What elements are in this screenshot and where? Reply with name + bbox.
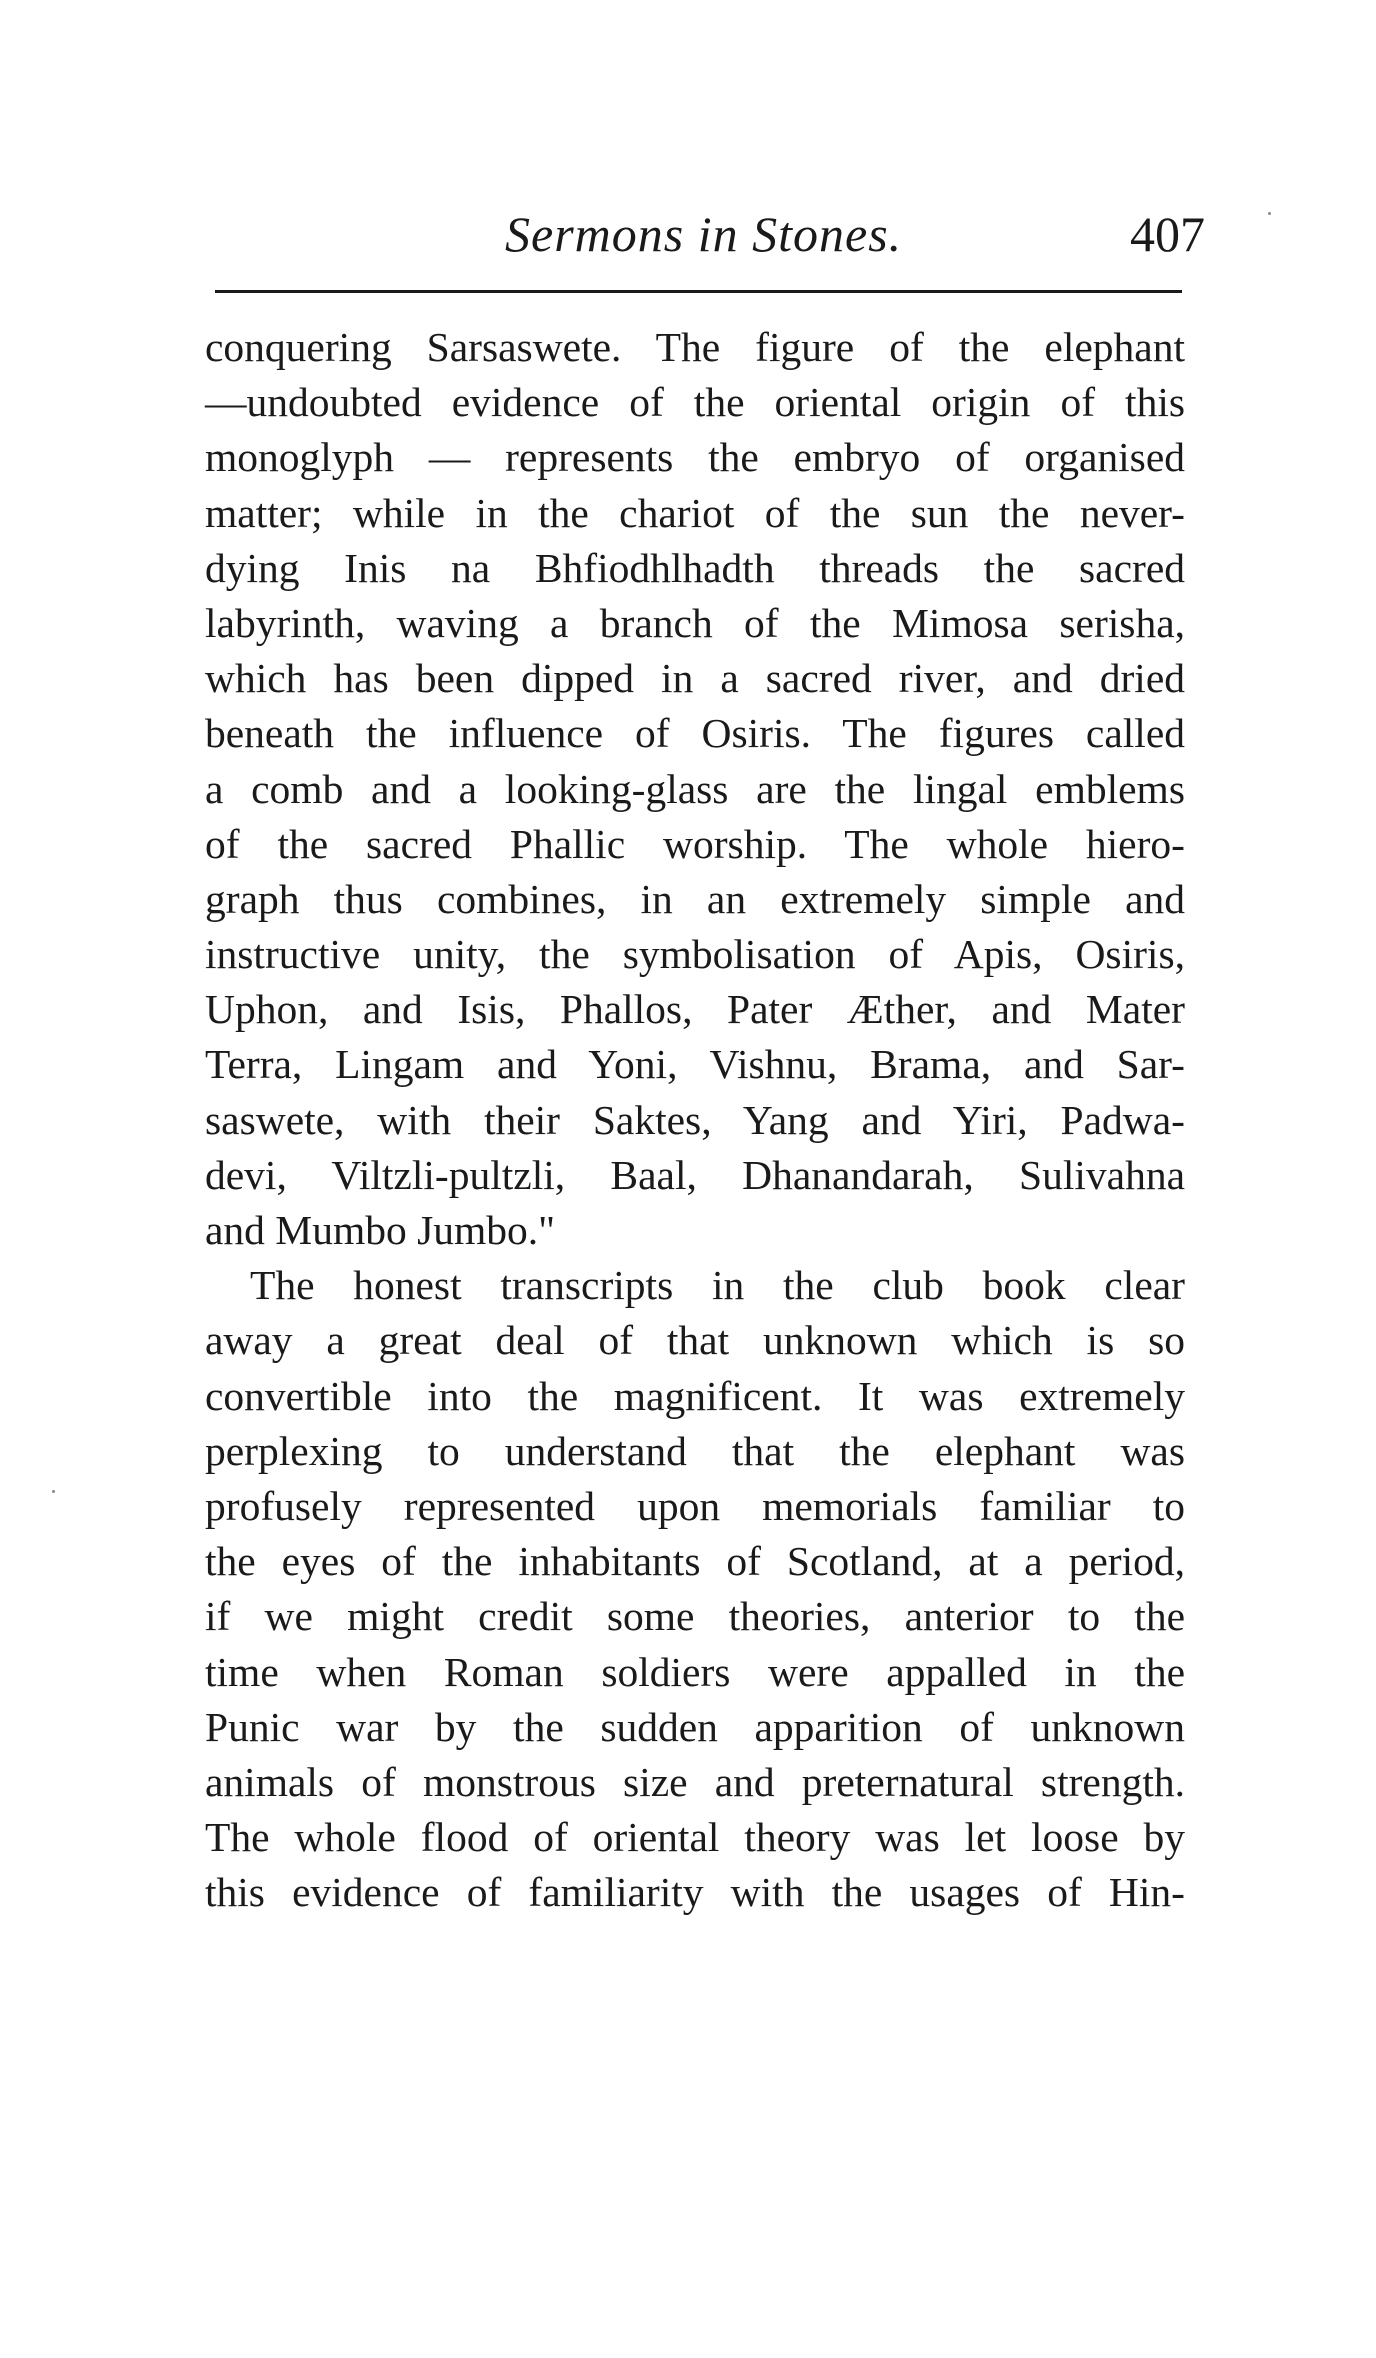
text-line: Punic war by the sudden apparition of unknown [205,1703,1185,1750]
text-line: graph thus combines, in an extremely simple and [205,875,1185,922]
text-line: away a great deal of that unknown which is so [205,1317,1185,1364]
running-title: Sermons in Stones. [505,206,903,262]
paper-speck [52,1490,55,1493]
text-line: convertible into the magnificent. It was extremely [205,1372,1185,1419]
text-line: labyrinth, waving a branch of the Mimosa serisha, [205,599,1185,646]
text-line: dying Inis na Bhfiodhlhadth threads the sacred [205,544,1185,591]
text-line: this evidence of familiarity with the usages of Hin- [205,1869,1185,1916]
text-line: matter; while in the chariot of the sun the never- [205,489,1185,536]
text-line: The whole flood of oriental theory was let loose by [205,1814,1185,1861]
paper-speck [1268,212,1271,215]
text-line: profusely represented upon memorials familiar to [205,1482,1185,1529]
text-line: of the sacred Phallic worship. The whole hiero- [205,820,1185,867]
text-line: —undoubted evidence of the oriental origin of this [205,379,1185,426]
page-number: 407 [1130,206,1205,262]
text-line: beneath the influence of Osiris. The figures called [205,710,1185,757]
running-head [205,205,1205,275]
text-line: and Mumbo Jumbo." [205,1207,556,1253]
text-line: time when Roman soldiers were appalled in the [205,1648,1185,1695]
text-line: which has been dipped in a sacred river, and dried [205,655,1185,702]
text-line: Uphon, and Isis, Phallos, Pater Æther, and Mater [205,986,1185,1033]
text-line: if we might credit some theories, anterior to the [205,1593,1185,1640]
text-line: conquering Sarsaswete. The figure of the elephant [205,324,1185,370]
text-line: saswete, with their Saktes, Yang and Yiri, Padwa- [205,1096,1185,1143]
body-text [205,320,1185,1920]
text-line: a comb and a looking-glass are the lingal emblems [205,765,1185,812]
header-rule [215,290,1182,293]
text-line: monoglyph — represents the embryo of organised [205,434,1185,481]
text-line: animals of monstrous size and preternatural strength. [205,1758,1185,1805]
text-line: the eyes of the inhabitants of Scotland, at a period, [205,1538,1185,1585]
text-line: devi, Viltzli-pultzli, Baal, Dhanandarah, Sulivahna [205,1151,1185,1198]
text-line: Terra, Lingam and Yoni, Vishnu, Brama, and Sar- [205,1041,1185,1088]
text-line: instructive unity, the symbolisation of Apis, Osiris, [205,931,1185,978]
text-line: The honest transcripts in the club book clear [250,1262,1185,1309]
text-line: perplexing to understand that the elephant was [205,1427,1185,1474]
